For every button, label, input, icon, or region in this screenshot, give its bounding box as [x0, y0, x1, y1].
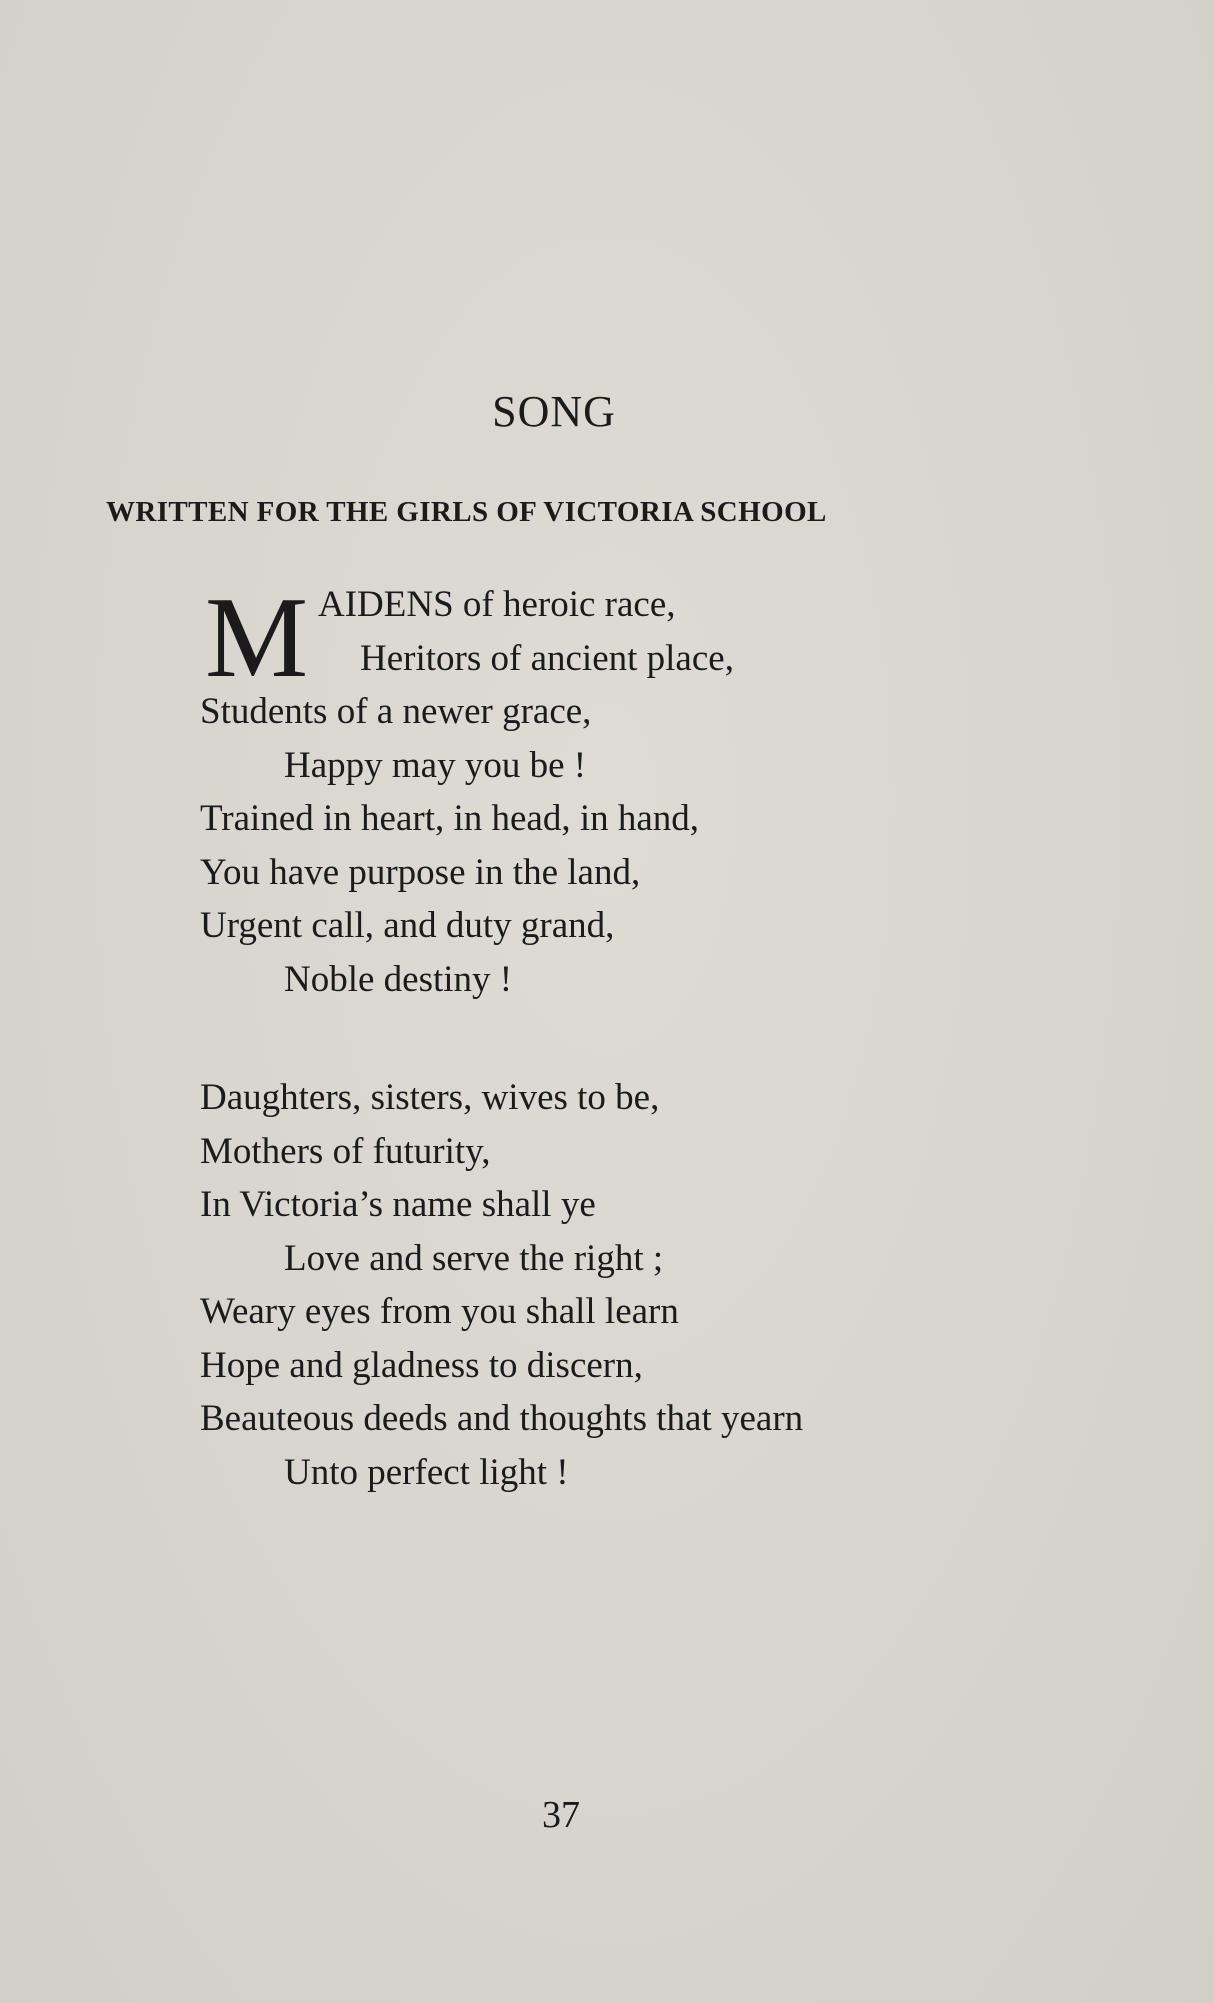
poem-line: Daughters, sisters, wives to be, [200, 1077, 660, 1118]
poem-line: Heritors of ancient place, [360, 637, 734, 679]
stanza-2 [200, 1071, 803, 1499]
poem-line: Mothers of futurity, [200, 1130, 491, 1172]
poem-line: Love and serve the right ; [284, 1237, 664, 1279]
poem-line: Unto perfect light ! [284, 1451, 569, 1493]
drop-cap: M [205, 574, 309, 702]
poem-title: SONG [492, 387, 616, 436]
poem-line: In Victoria’s name shall ye [200, 1184, 596, 1225]
poem-line: Weary eyes from you shall learn [200, 1291, 679, 1332]
poem-line: Noble destiny ! [284, 958, 513, 1000]
poem-subtitle: WRITTEN FOR THE GIRLS OF VICTORIA SCHOOL [106, 496, 827, 528]
poem-line: Students of a newer grace, [200, 691, 592, 732]
poem-line: You have purpose in the land, [200, 851, 641, 893]
poem-line: Beauteous deeds and thoughts that yearn [200, 1398, 804, 1439]
page-number: 37 [542, 1794, 580, 1836]
poem-line: Hope and gladness to discern, [200, 1344, 643, 1386]
poem-line: Trained in heart, in head, in hand, [200, 798, 700, 839]
poem-line: AIDENS of heroic race, [318, 584, 676, 625]
stanza-1 [200, 574, 734, 1006]
poem-line: Urgent call, and duty grand, [200, 905, 615, 946]
poem-line: Happy may you be ! [284, 744, 587, 786]
